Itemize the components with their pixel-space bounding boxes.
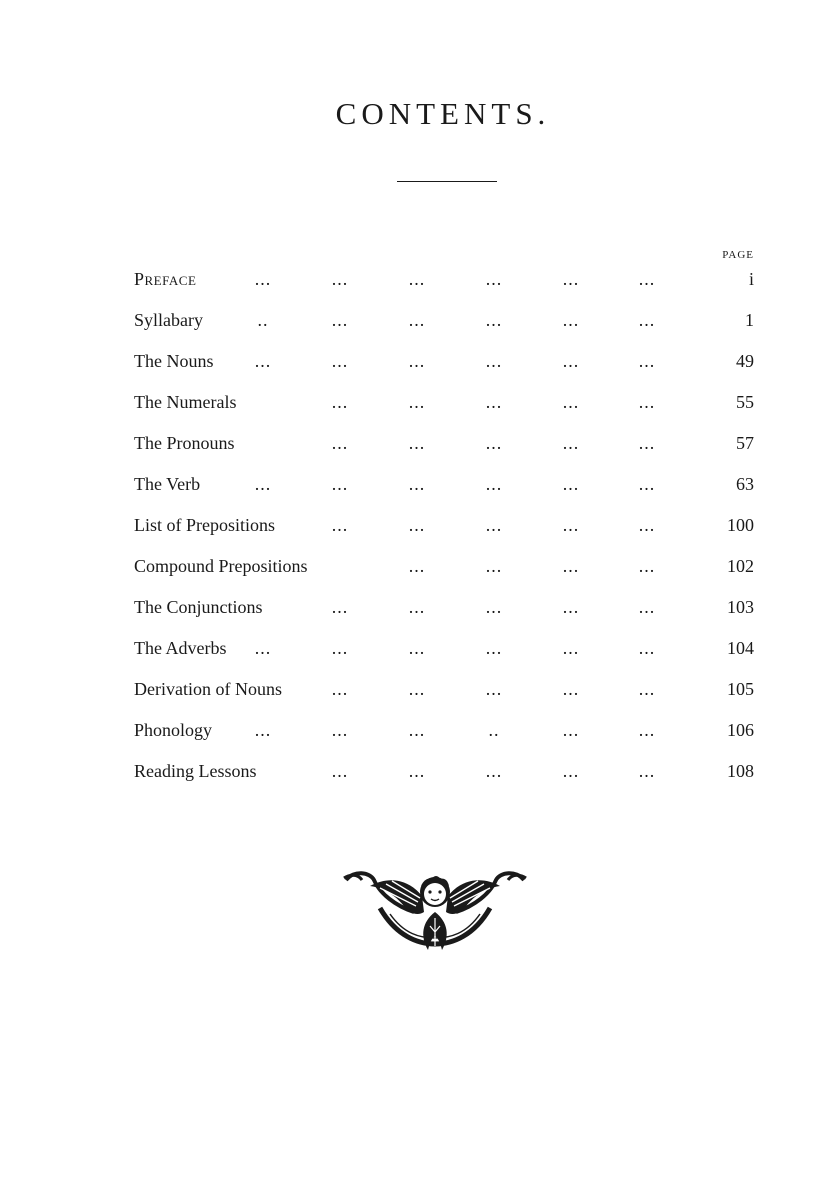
contents-entry (134, 717, 754, 758)
entry-page-number: 102 (727, 556, 754, 576)
entry-page-number: i (748, 269, 754, 289)
entry-page-number: 57 (736, 433, 754, 453)
entry-title: The Adverbs (134, 638, 227, 658)
dot-leader: ... (408, 310, 426, 330)
dot-leader: ... (408, 761, 426, 781)
title-rule (397, 181, 497, 182)
dot-leader: ... (562, 720, 580, 740)
dot-leader: ... (331, 679, 349, 699)
dot-leader: ... (408, 556, 426, 576)
dot-leader: ... (562, 310, 580, 330)
dot-leader: ... (331, 597, 349, 617)
dot-leader: ... (485, 515, 503, 535)
entry-title: Preface (134, 269, 197, 289)
dot-leader: ... (485, 679, 503, 699)
dot-leader: ... (331, 310, 349, 330)
dot-leader: ... (638, 761, 656, 781)
entry-title: The Numerals (134, 392, 237, 412)
dot-leader: ... (562, 761, 580, 781)
contents-entry (134, 594, 754, 635)
contents-entry (134, 512, 754, 553)
dot-leader: ... (254, 638, 272, 658)
dot-leader: ... (638, 515, 656, 535)
dot-leader: .. (257, 310, 269, 330)
dot-leader: ... (485, 269, 503, 289)
dot-leader: ... (562, 679, 580, 699)
dot-leader: ... (562, 269, 580, 289)
dot-leader: ... (562, 597, 580, 617)
contents-entry (134, 635, 754, 676)
contents-entry (134, 389, 754, 430)
dot-leader: ... (331, 515, 349, 535)
dot-leader: ... (485, 433, 503, 453)
entry-page-number: 63 (736, 474, 754, 494)
dot-leader: ... (408, 679, 426, 699)
dot-leader: ... (485, 761, 503, 781)
entry-title: The Verb (134, 474, 201, 494)
dot-leader: ... (331, 638, 349, 658)
dot-leader: ... (562, 638, 580, 658)
dot-leader: ... (408, 392, 426, 412)
dot-leader: ... (562, 351, 580, 371)
dot-leader: ... (408, 269, 426, 289)
dot-leader: ... (331, 433, 349, 453)
dot-leader: ... (638, 720, 656, 740)
entry-page-number: 105 (727, 679, 754, 699)
entry-title: Phonology (134, 720, 213, 740)
contents-entry (134, 348, 754, 389)
dot-leader: ... (485, 556, 503, 576)
contents-entry (134, 471, 754, 512)
entry-title: List of Prepositions (134, 515, 276, 535)
dot-leader: ... (485, 474, 503, 494)
dot-leader: ... (638, 556, 656, 576)
dot-leader: ... (408, 351, 426, 371)
dot-leader: ... (408, 638, 426, 658)
dot-leader: ... (408, 433, 426, 453)
dot-leader: ... (408, 515, 426, 535)
entry-page-number: 1 (745, 310, 754, 330)
entry-title: The Nouns (134, 351, 214, 371)
dot-leader: ... (638, 679, 656, 699)
contents-entry (134, 676, 754, 717)
entry-title: The Pronouns (134, 433, 235, 453)
dot-leader: ... (562, 474, 580, 494)
dot-leader: ... (638, 269, 656, 289)
entry-page-number: 104 (727, 638, 754, 658)
dot-leader: ... (638, 351, 656, 371)
dot-leader: ... (331, 392, 349, 412)
dot-leader: ... (485, 351, 503, 371)
dot-leader: .. (488, 720, 500, 740)
contents-entry (134, 758, 754, 799)
dot-leader: ... (331, 720, 349, 740)
contents-entry (134, 430, 754, 471)
contents-entry (134, 266, 754, 307)
dot-leader: ... (638, 638, 656, 658)
entry-title: Reading Lessons (134, 761, 257, 781)
dot-leader: ... (408, 720, 426, 740)
dot-leader: ... (638, 433, 656, 453)
entry-title: Syllabary (134, 310, 203, 330)
dot-leader: ... (485, 392, 503, 412)
entry-page-number: 49 (736, 351, 754, 371)
contents-list (134, 266, 754, 799)
winged-cherub-ornament-icon (340, 866, 530, 956)
dot-leader: ... (485, 597, 503, 617)
dot-leader: ... (562, 556, 580, 576)
dot-leader: ... (408, 597, 426, 617)
page-title: CONTENTS. (335, 96, 551, 131)
entry-page-number: 103 (727, 597, 754, 617)
entry-page-number: 106 (727, 720, 754, 740)
page-column-heading: PAGE (722, 249, 754, 261)
entry-title: Compound Prepositions (134, 556, 308, 576)
contents-entry (134, 553, 754, 594)
entry-title: Derivation of Nouns (134, 679, 282, 699)
entry-page-number: 108 (727, 761, 754, 781)
dot-leader: ... (254, 269, 272, 289)
dot-leader: ... (562, 392, 580, 412)
dot-leader: ... (638, 310, 656, 330)
dot-leader: ... (638, 392, 656, 412)
dot-leader: ... (485, 310, 503, 330)
dot-leader: ... (254, 474, 272, 494)
dot-leader: ... (485, 638, 503, 658)
dot-leader: ... (562, 515, 580, 535)
dot-leader: ... (408, 474, 426, 494)
dot-leader: ... (331, 269, 349, 289)
dot-leader: ... (331, 474, 349, 494)
contents-entry (134, 307, 754, 348)
dot-leader: ... (331, 761, 349, 781)
dot-leader: ... (254, 720, 272, 740)
dot-leader: ... (638, 474, 656, 494)
dot-leader: ... (638, 597, 656, 617)
entry-page-number: 55 (736, 392, 754, 412)
dot-leader: ... (562, 433, 580, 453)
dot-leader: ... (331, 351, 349, 371)
entry-title: The Conjunctions (134, 597, 263, 617)
entry-page-number: 100 (727, 515, 754, 535)
dot-leader: ... (254, 351, 272, 371)
